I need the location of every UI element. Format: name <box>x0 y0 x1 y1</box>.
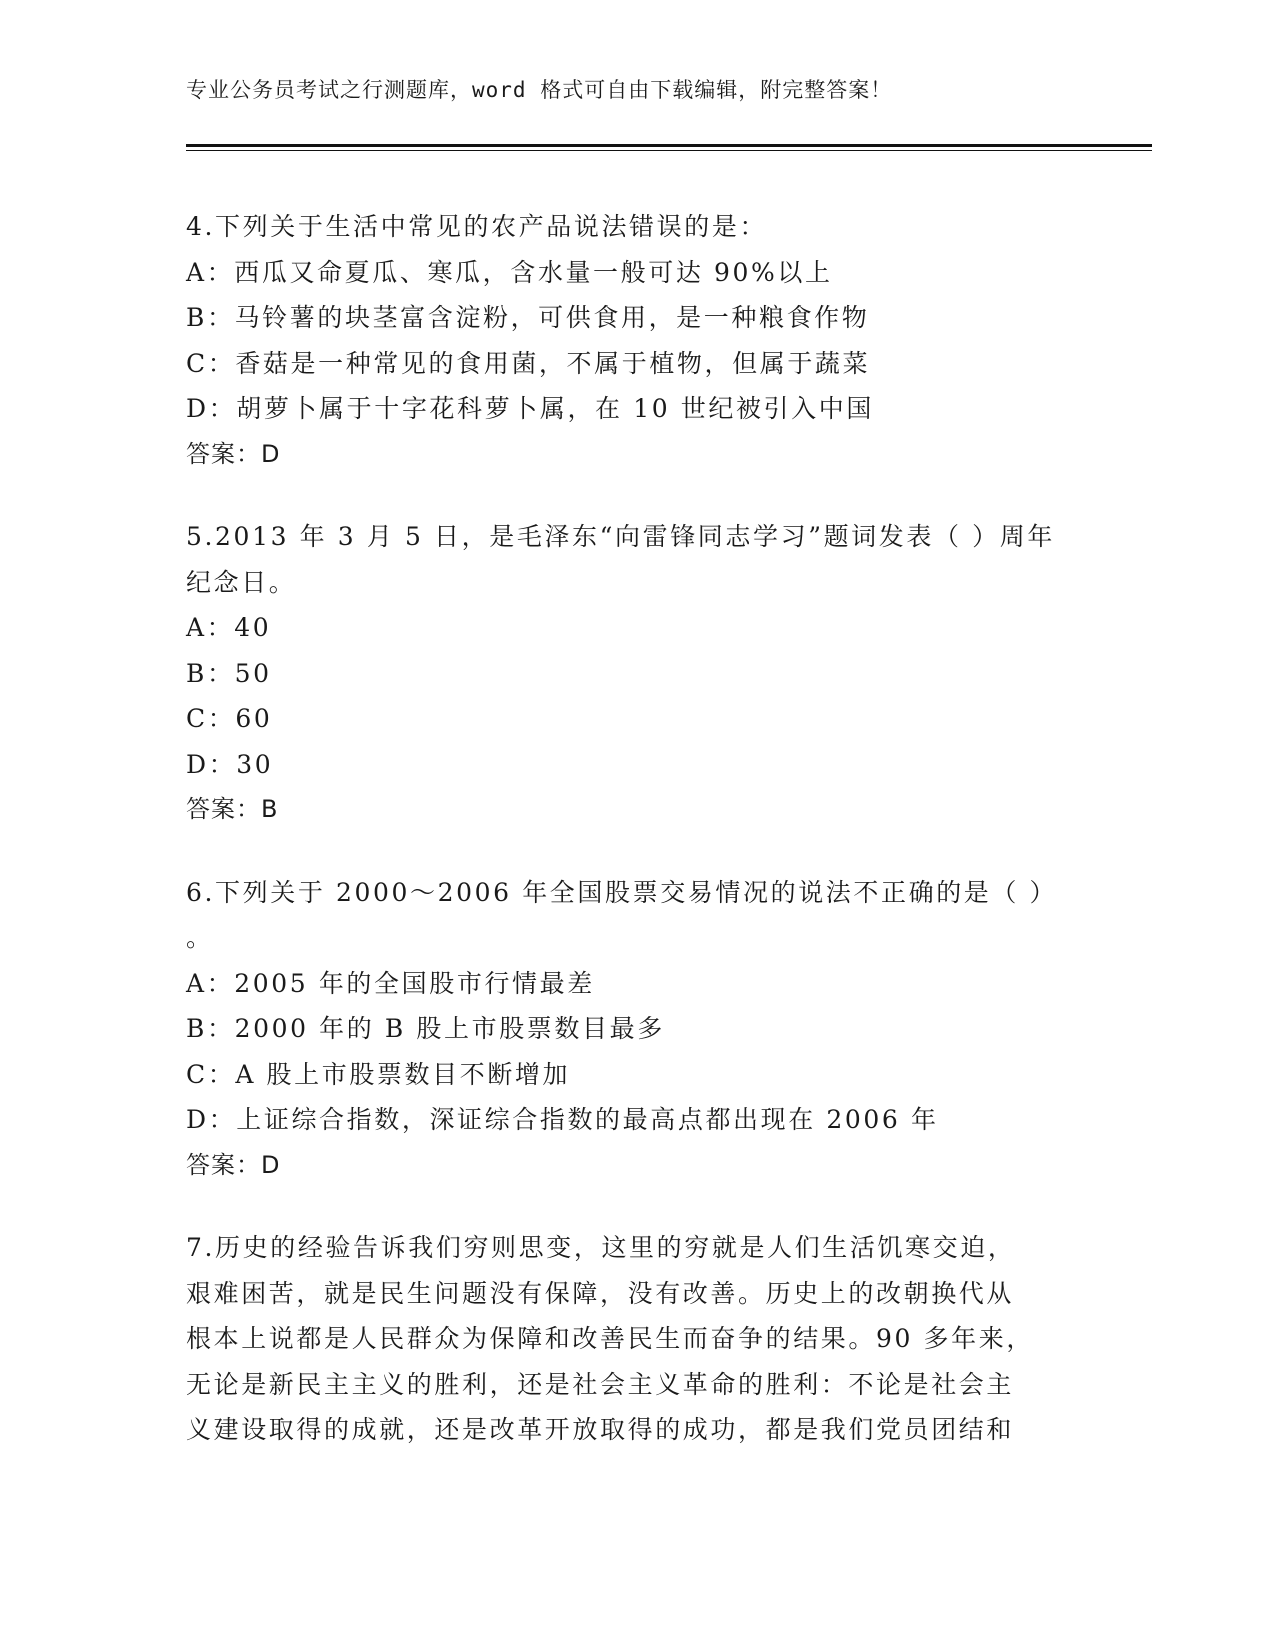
question-7 <box>186 1225 1086 1453</box>
question-stem <box>186 514 1086 605</box>
question-stem-line: 。 <box>186 923 214 952</box>
question-4 <box>186 204 1086 477</box>
option-c: C：A 股上市股票数目不断增加 <box>186 1059 571 1089</box>
option-b: B：2000 年的 B 股上市股票数目最多 <box>186 1014 665 1043</box>
question-stem-line: 7.历史的经验告诉我们穷则思变，这里的穷就是人们生活饥寒交迫， <box>186 1233 1016 1262</box>
answer-line: 答案：B <box>186 795 279 823</box>
option-c: C：香菇是一种常见的食用菌，不属于植物，但属于蔬菜 <box>186 348 871 378</box>
option-c: C：60 <box>186 704 273 733</box>
question-stem-line: 5.2013 年 3 月 5 日，是毛泽东“向雷锋同志学习”题词发表（ ）周年 <box>186 522 1055 551</box>
header-divider <box>186 144 1152 151</box>
question-stem-line: 无论是新民主主义的胜利，还是社会主义革命的胜利：不论是社会主 <box>186 1369 1015 1399</box>
question-stem <box>186 204 1086 250</box>
question-stem-line: 义建设取得的成就，还是改革开放取得的成功，都是我们党员团结和 <box>186 1415 1015 1444</box>
question-stem <box>186 870 1086 961</box>
question-stem-line: 艰难困苦，就是民生问题没有保障，没有改善。历史上的改朝换代从 <box>186 1278 1015 1308</box>
question-stem-line: 根本上说都是人民群众为保障和改善民生而奋争的结果。90 多年来， <box>186 1324 1034 1353</box>
question-stem <box>186 1225 1086 1453</box>
option-b: B：50 <box>186 658 272 688</box>
question-list <box>186 204 1086 1490</box>
option-d: D：上证综合指数，深证综合指数的最高点都出现在 2006 年 <box>186 1105 939 1134</box>
answer-line: 答案：D <box>186 1150 281 1179</box>
question-stem-line: 6.下列关于 2000～2006 年全国股票交易情况的说法不正确的是（ ） <box>186 877 1058 907</box>
page-header: 专业公务员考试之行测题库，word 格式可自由下载编辑，附完整答案！ <box>186 78 893 102</box>
question-5 <box>186 514 1086 833</box>
question-6 <box>186 870 1086 1189</box>
question-stem-line: 纪念日。 <box>186 567 297 597</box>
option-d: D：胡萝卜属于十字花科萝卜属，在 10 世纪被引入中国 <box>186 394 874 423</box>
option-a: A：40 <box>186 613 272 642</box>
option-a: A：2005 年的全国股市行情最差 <box>186 968 595 998</box>
option-d: D：30 <box>186 749 274 779</box>
option-b: B：马铃薯的块茎富含淀粉，可供食用，是一种粮食作物 <box>186 303 870 332</box>
option-a: A：西瓜又命夏瓜、寒瓜，含水量一般可达 90%以上 <box>186 257 833 287</box>
question-stem-line: 4.下列关于生活中常见的农产品说法错误的是： <box>186 212 768 241</box>
answer-line: 答案：D <box>186 439 281 468</box>
